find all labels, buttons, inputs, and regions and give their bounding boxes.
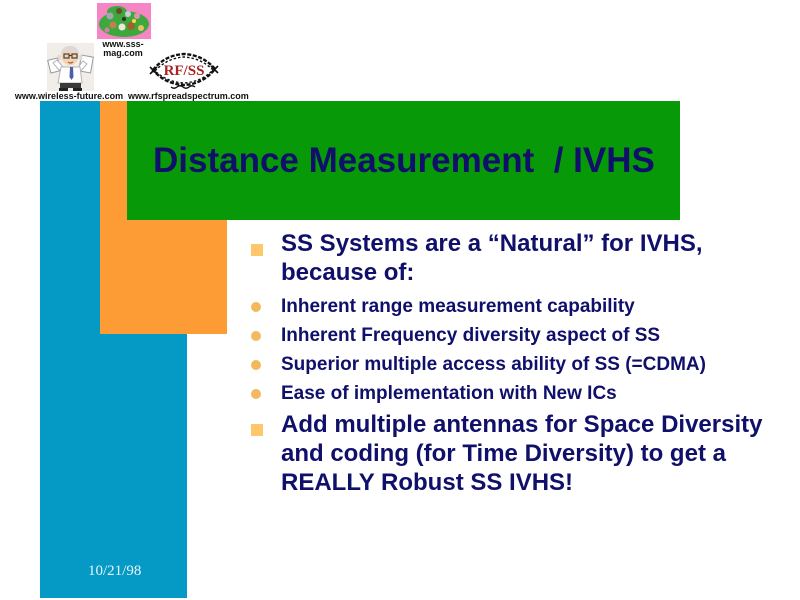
rfspreadspectrum-url-caption: www.rfspreadspectrum.com	[128, 91, 249, 101]
list-item	[251, 321, 706, 350]
list-item	[251, 292, 706, 321]
circle-bullet-icon	[251, 331, 261, 341]
bullet-row-intro	[251, 229, 776, 287]
square-bullet-icon	[251, 424, 263, 436]
wireless-future-logo-image	[47, 43, 94, 91]
sub-bullet-text: Ease of implementation with New ICs	[281, 382, 617, 404]
sss-mag-logo-image	[97, 3, 151, 39]
slide-date: 10/21/98	[88, 563, 142, 579]
rf-ss-logo-image	[149, 50, 219, 91]
sub-bullet-text: Superior multiple access ability of SS (=CDMA)	[281, 353, 706, 375]
circle-bullet-icon	[251, 302, 261, 312]
title-bar	[127, 101, 680, 220]
list-item	[251, 379, 706, 408]
bullet-closing-text: Add multiple antennas for Space Diversity and coding (for Time Diversity) to get a REALLY Robust SS IVHS!	[281, 411, 763, 496]
circle-bullet-icon	[251, 389, 261, 399]
bullet-row-closing	[251, 410, 776, 497]
square-bullet-icon	[251, 244, 263, 256]
sub-bullet-list	[251, 292, 706, 408]
list-item	[251, 350, 706, 379]
sub-bullet-text: Inherent range measurement capability	[281, 295, 635, 317]
bullet-intro-text: SS Systems are a “Natural” for IVHS, because of:	[281, 230, 703, 286]
circle-bullet-icon	[251, 360, 261, 370]
page-title: Distance Measurement / IVHS	[153, 141, 655, 180]
rf-ss-label: RF/SS	[163, 63, 205, 79]
sss-mag-url-caption: www.sss-mag.com	[102, 39, 144, 58]
wireless-future-url-caption: www.wireless-future.com	[14, 91, 124, 101]
sub-bullet-text: Inherent Frequency diversity aspect of SS	[281, 324, 661, 346]
